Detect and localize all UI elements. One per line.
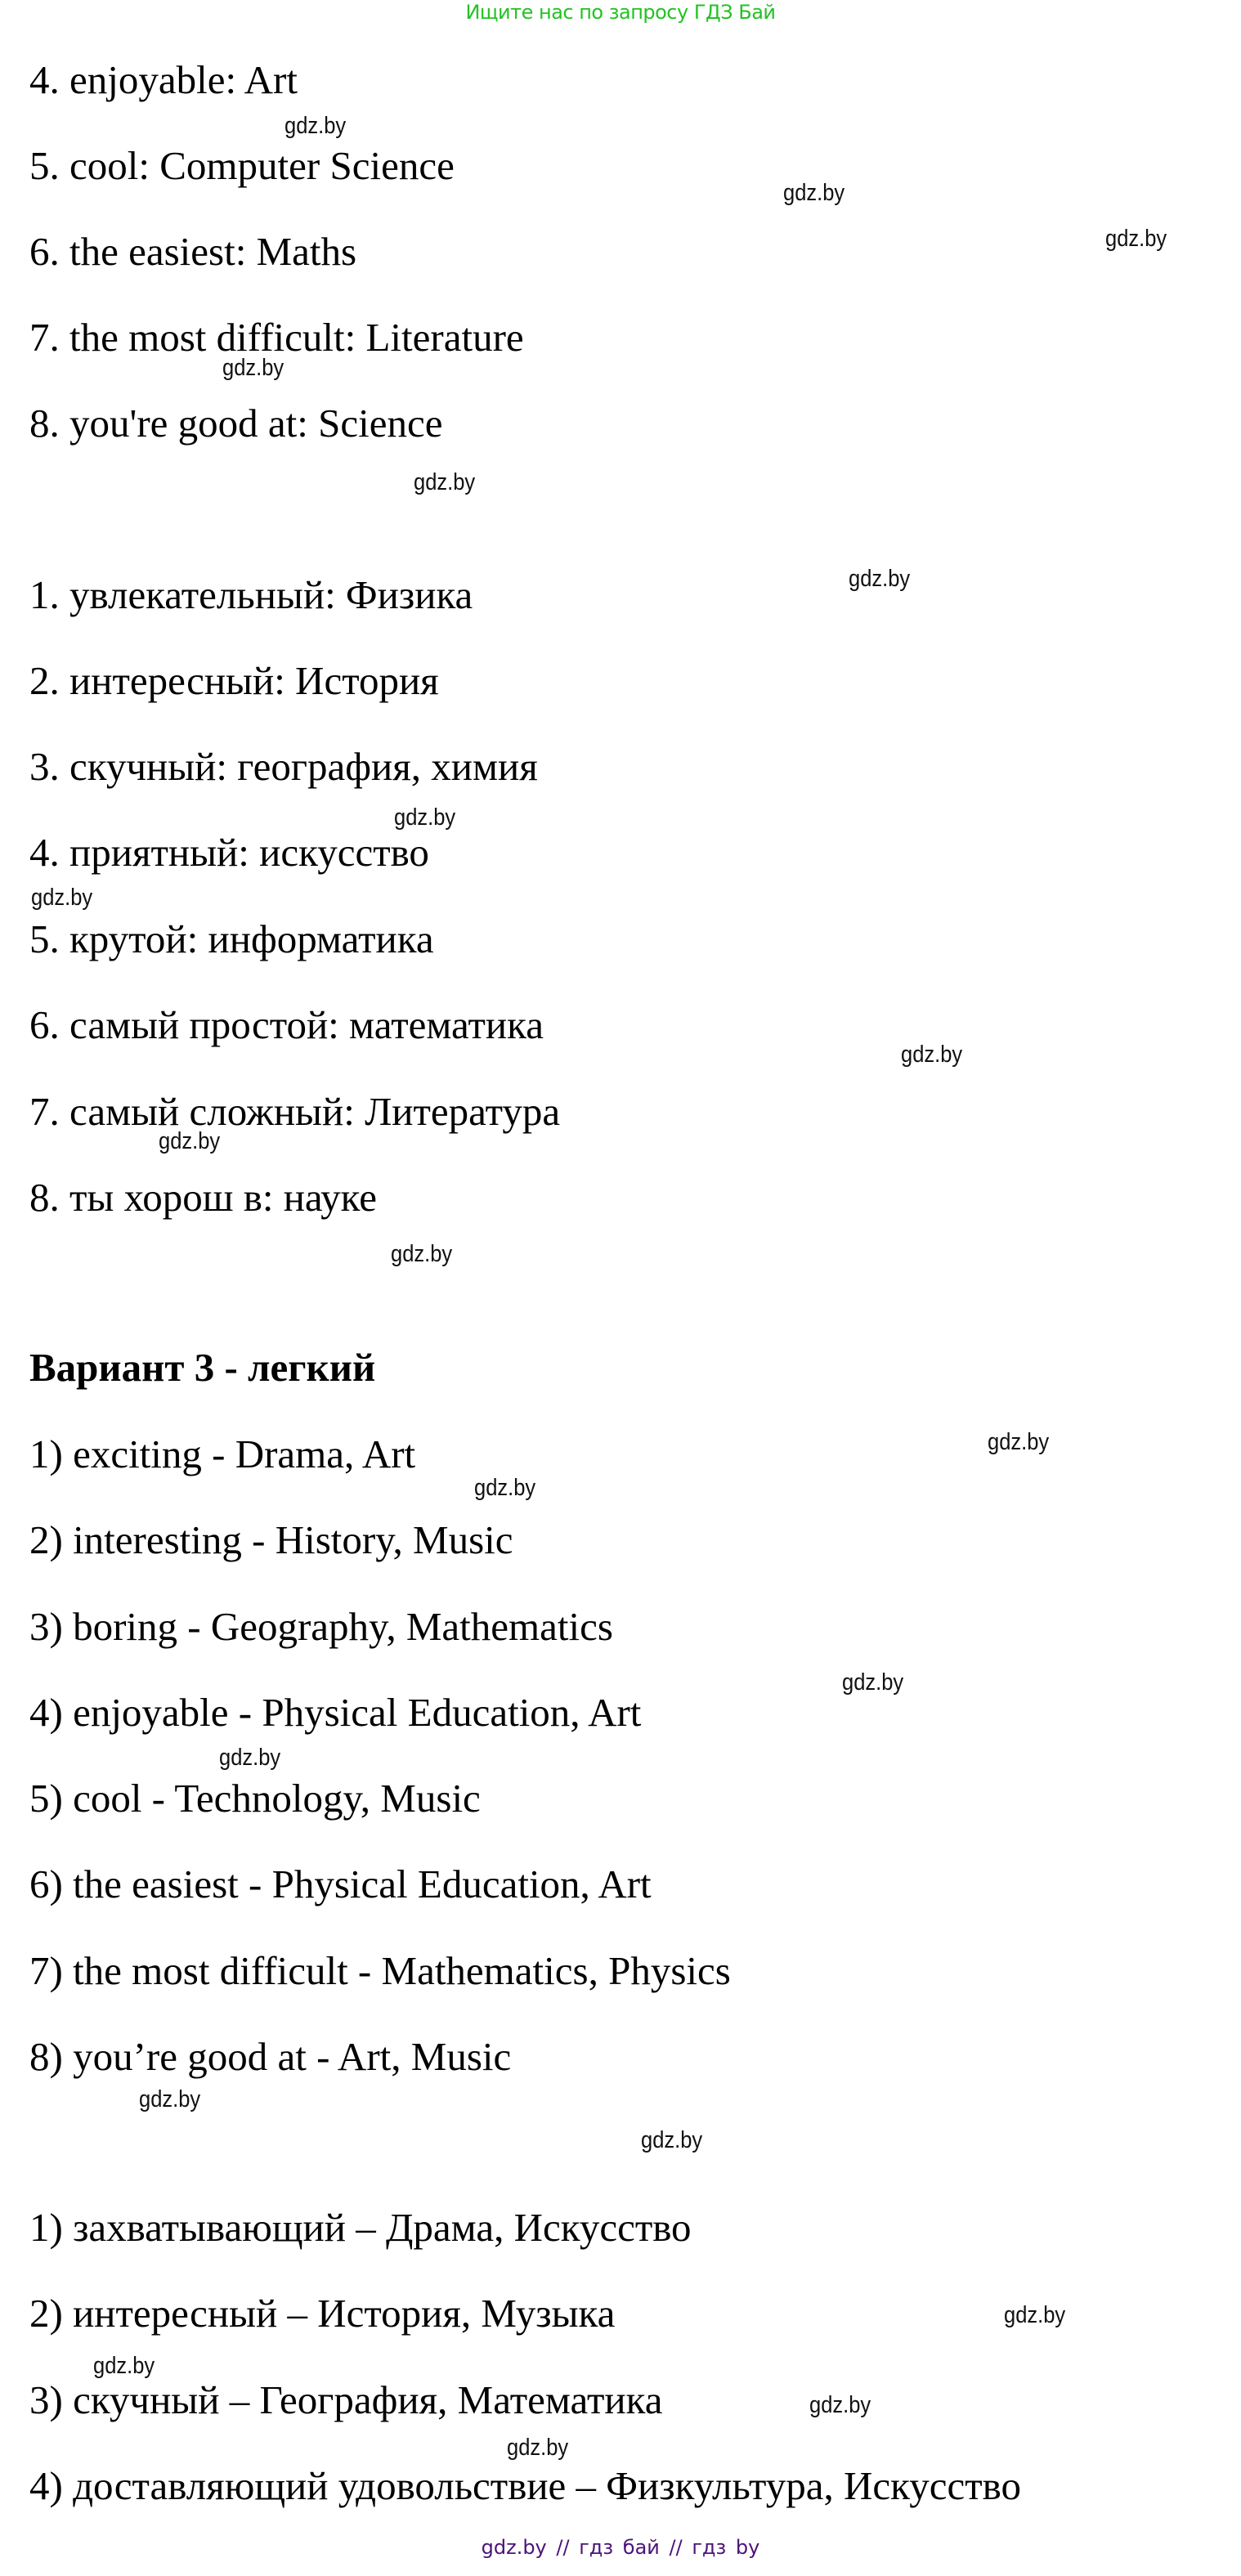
- watermark-text: gdz.by: [507, 2435, 569, 2461]
- watermark-text: gdz.by: [139, 2086, 201, 2112]
- watermark-text: gdz.by: [93, 2353, 155, 2379]
- footer-links: gdz.by // гдз бай // гдз by: [481, 2536, 760, 2559]
- answer-line: 8. you're good at: Science: [29, 401, 443, 446]
- watermark-text: gdz.by: [391, 1241, 453, 1267]
- answer-line: 8) you’re good at - Art, Music: [29, 2034, 512, 2079]
- watermark-text: gdz.by: [474, 1475, 536, 1501]
- watermark-text: gdz.by: [394, 804, 456, 831]
- answer-line: 1) exciting - Drama, Art: [29, 1431, 416, 1476]
- watermark-text: gdz.by: [901, 1042, 963, 1068]
- answer-line: 6. the easiest: Maths: [29, 229, 357, 274]
- watermark-text: gdz.by: [31, 885, 93, 911]
- answer-line: 3) boring - Geography, Mathematics: [29, 1604, 613, 1649]
- answer-line: 7) the most difficult - Mathematics, Physics: [29, 1948, 731, 1993]
- answer-line: 2. интересный: История: [29, 658, 439, 703]
- watermark-text: gdz.by: [1004, 2302, 1066, 2328]
- answer-line: 3. скучный: география, химия: [29, 744, 538, 789]
- answer-line: 5. крутой: информатика: [29, 916, 434, 961]
- watermark-text: gdz.by: [222, 355, 284, 381]
- answer-line: 2) interesting - History, Music: [29, 1517, 513, 1562]
- watermark-text: gdz.by: [809, 2392, 871, 2418]
- answer-line: 7. самый сложный: Литература: [29, 1089, 561, 1134]
- answer-line: 5) cool - Technology, Music: [29, 1776, 481, 1821]
- answer-line: 4. приятный: искусство: [29, 830, 429, 875]
- watermark-text: gdz.by: [783, 180, 845, 206]
- answer-line: 3) скучный – География, Математика: [29, 2377, 663, 2422]
- answer-line: 6. самый простой: математика: [29, 1002, 544, 1047]
- search-hint-banner: Ищите нас по запросу ГДЗ Бай: [465, 1, 776, 24]
- watermark-text: gdz.by: [219, 1745, 281, 1771]
- answer-line: 1) захватывающий – Драма, Искусство: [29, 2205, 692, 2250]
- watermark-text: gdz.by: [414, 469, 476, 495]
- answer-line: 7. the most difficult: Literature: [29, 315, 524, 360]
- watermark-text: gdz.by: [849, 566, 911, 592]
- answer-line: 2) интересный – История, Музыка: [29, 2291, 616, 2336]
- section-heading: Вариант 3 - легкий: [29, 1345, 376, 1390]
- answer-line: 5. cool: Computer Science: [29, 143, 455, 188]
- answer-line: 1. увлекательный: Физика: [29, 572, 473, 617]
- watermark-text: gdz.by: [988, 1429, 1050, 1455]
- watermark-text: gdz.by: [284, 113, 347, 139]
- watermark-text: gdz.by: [842, 1669, 904, 1696]
- answer-line: 4) доставляющий удовольствие – Физкультура, Искусство: [29, 2463, 1021, 2508]
- watermark-text: gdz.by: [159, 1128, 221, 1154]
- answer-line: 4) enjoyable - Physical Education, Art: [29, 1690, 642, 1735]
- answer-line: 6) the easiest - Physical Education, Art: [29, 1861, 652, 1906]
- answer-line: 8. ты хорош в: науке: [29, 1175, 378, 1220]
- watermark-text: gdz.by: [1105, 226, 1167, 252]
- watermark-text: gdz.by: [641, 2127, 703, 2153]
- answer-line: 4. enjoyable: Art: [29, 57, 298, 102]
